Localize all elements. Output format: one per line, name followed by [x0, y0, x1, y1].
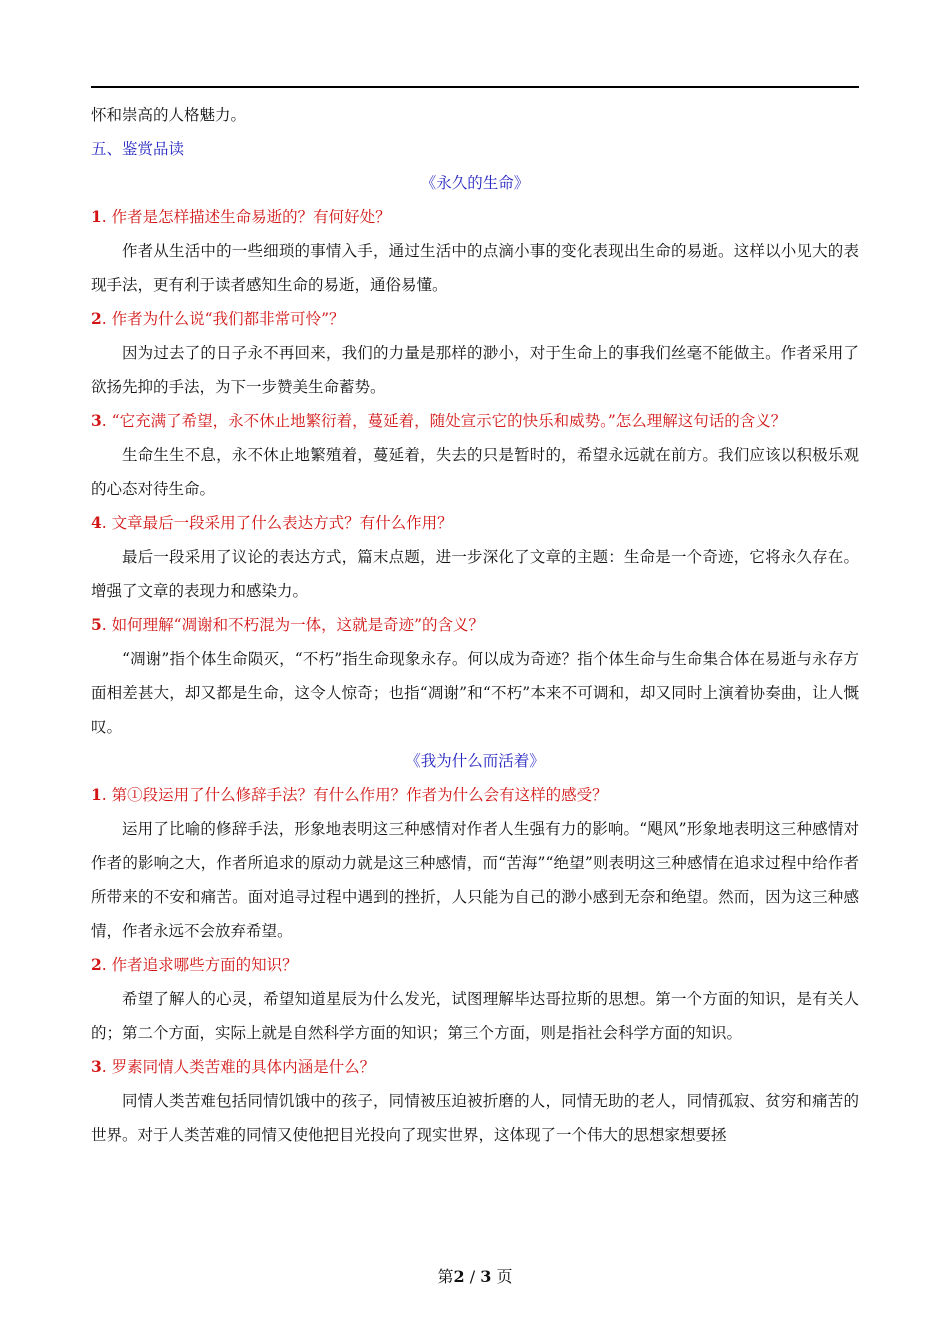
question-dot: .	[101, 310, 107, 328]
question-number: 2	[91, 309, 102, 328]
question-number: 1	[91, 785, 102, 804]
question	[91, 608, 859, 642]
footer-suffix: 页	[491, 1267, 513, 1286]
answer: 希望了解人的心灵，希望知道星辰为什么发光，试图理解毕达哥拉斯的思想。第一个方面的知识，是有关人的；第二个方面，实际上就是自然科学方面的知识；第三个方面，则是指社会科学方面的知识。	[91, 990, 859, 1042]
question-dot: .	[101, 616, 107, 634]
footer-total-pages: 3	[480, 1267, 492, 1286]
question-number: 4	[91, 513, 102, 532]
question	[91, 778, 859, 812]
footer-prefix: 第	[437, 1267, 454, 1286]
continuation-text: 怀和崇高的人格魅力。	[91, 106, 247, 124]
answer: 因为过去了的日子永不再回来，我们的力量是那样的渺小，对于生命上的事我们丝毫不能做主。作者采用了欲扬先抑的手法，为下一步赞美生命蓄势。	[91, 344, 859, 396]
answer: 同情人类苦难包括同情饥饿中的孩子，同情被压迫被折磨的人，同情无助的老人，同情孤寂、贫穷和痛苦的世界。对于人类苦难的同情又使他把目光投向了现实世界，这体现了一个伟大的思想家想要拯	[91, 1092, 859, 1144]
document-page	[91, 0, 859, 1344]
footer-separator: /	[464, 1267, 481, 1286]
question-text: 作者追求哪些方面的知识？	[111, 956, 298, 974]
question-dot: .	[101, 786, 107, 804]
answer: “凋谢”指个体生命陨灭，“不朽”指生命现象永存。何以成为奇迹？指个体生命与生命集合体在易逝与永存方面相差甚大，却又都是生命，这令人惊奇；也指“凋谢”和“不朽”本来不可调和，却又同时上演着协奏曲，让人慨叹。	[91, 650, 859, 736]
question-dot: .	[101, 514, 107, 532]
question-text: 罗素同情人类苦难的具体内涵是什么？	[111, 1058, 376, 1076]
question-text: 第①段运用了什么修辞手法？有什么作用？作者为什么会有这样的感受？	[111, 786, 608, 804]
question-text: 文章最后一段采用了什么表达方式？有什么作用？	[111, 514, 453, 532]
question	[91, 200, 859, 234]
question-text: “它充满了希望，永不休止地繁衍着，蔓延着，随处宣示它的快乐和威势。”怎么理解这句话的含义？	[111, 412, 787, 430]
answer: 运用了比喻的修辞手法，形象地表明这三种感情对作者人生强有力的影响。“飓风”形象地表明这三种感情对作者的影响之大，作者所追求的原动力就是这三种感情，而“苦海”“绝望”则表明这三种感情在追求过程中给作者所带来的不安和痛苦。面对追寻过程中遇到的挫折，人只能为自己的渺小感到无奈和绝望。然而，因为这三种感情，作者永远不会放弃希望。	[91, 820, 859, 940]
question	[91, 1050, 859, 1084]
part-title: 《我为什么而活着》	[405, 752, 545, 770]
question	[91, 404, 859, 438]
question-number: 2	[91, 955, 102, 974]
question	[91, 948, 859, 982]
page-content	[91, 98, 859, 1152]
section-heading: 五、鉴赏品读	[91, 140, 185, 158]
question-dot: .	[101, 956, 107, 974]
question-dot: .	[101, 208, 107, 226]
question-number: 3	[91, 411, 102, 430]
question-dot: .	[101, 412, 107, 430]
page-footer	[0, 1262, 950, 1292]
question-number: 5	[91, 615, 102, 634]
answer: 作者从生活中的一些细琐的事情入手，通过生活中的点滴小事的变化表现出生命的易逝。这样以小见大的表现手法，更有利于读者感知生命的易逝，通俗易懂。	[91, 242, 859, 294]
question-text: 如何理解“凋谢和不朽混为一体，这就是奇迹”的含义？	[111, 616, 485, 634]
question-text: 作者为什么说“我们都非常可怜”？	[111, 310, 345, 328]
footer-current-page: 2	[453, 1267, 465, 1286]
answer: 生命生生不息，永不休止地繁殖着，蔓延着，失去的只是暂时的，希望永远就在前方。我们应该以积极乐观的心态对待生命。	[91, 446, 859, 498]
question-number: 3	[91, 1057, 102, 1076]
question	[91, 302, 859, 336]
header-rule	[91, 86, 859, 88]
answer: 最后一段采用了议论的表达方式，篇末点题，进一步深化了文章的主题：生命是一个奇迹，它将永久存在。增强了文章的表现力和感染力。	[91, 548, 859, 600]
question	[91, 506, 859, 540]
question-text: 作者是怎样描述生命易逝的？有何好处？	[111, 208, 391, 226]
question-dot: .	[101, 1058, 107, 1076]
question-number: 1	[91, 207, 102, 226]
part-title: 《永久的生命》	[420, 174, 530, 192]
